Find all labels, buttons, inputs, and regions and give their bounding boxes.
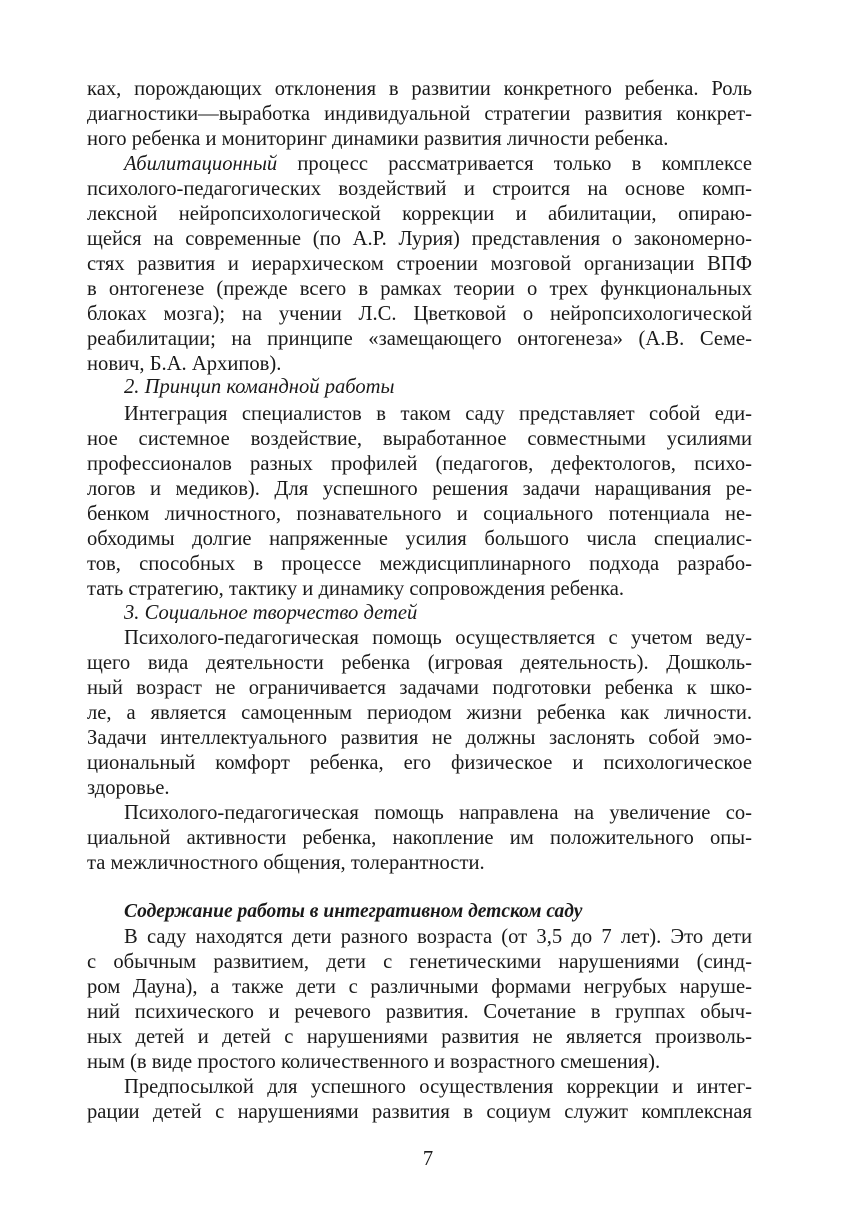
italic-term: Абилитационный	[124, 153, 278, 175]
text-line: психолого-педагогических воздействий и строится на основе комп-	[87, 178, 752, 200]
text-line: Интеграция специалистов в таком саду представляет собой еди-	[124, 403, 752, 425]
text-line: реабилитации; на принципе «замещающего онтогенеза» (А.В. Семе-	[87, 328, 752, 350]
text-line: здоровье.	[87, 777, 170, 799]
text-line: логов и медиков). Для успешного решения задачи наращивания ре-	[87, 478, 752, 500]
page-number: 7	[422, 1148, 434, 1170]
text-line: ным (в виде простого количественного и возрастного смешения).	[87, 1051, 661, 1073]
text-line: блоках мозга); на учении Л.С. Цветковой о нейропсихологической	[87, 303, 752, 325]
text-line: тать стратегию, тактику и динамику сопровождения ребенка.	[87, 578, 625, 600]
text-line: та межличностного общения, толерантности.	[87, 852, 485, 874]
text-line: ного ребенка и мониторинг динамики развития личности ребенка.	[87, 128, 669, 150]
text-line: ное системное воздействие, выработанное совместными усилиями	[87, 428, 752, 450]
text-line	[124, 151, 752, 177]
text-line: лексной нейропсихологической коррекции и абилитации, опираю-	[87, 203, 752, 225]
text-line: профессионалов разных профилей (педагогов, дефектологов, психо-	[87, 453, 752, 475]
text-line: диагностики—выработка индивидуальной стратегии развития конкрет-	[87, 103, 752, 125]
text-line: тов, способных в процессе междисциплинарного подхода разрабо-	[87, 553, 752, 575]
text-line: Психолого-педагогическая помощь направлена на увеличение со-	[124, 802, 752, 824]
text-line: стях развития и иерархическом строении мозговой организации ВПФ	[87, 253, 752, 275]
text-line: в онтогенезе (прежде всего в рамках теории о трех функциональных	[87, 278, 752, 300]
text-line: щего вида деятельности ребенка (игровая деятельность). Дошколь-	[87, 652, 752, 674]
text-line: рации детей с нарушениями развития в социум служит комплексная	[87, 1101, 752, 1123]
text-line: нович, Б.А. Архипов).	[87, 353, 282, 375]
text-line: ных детей и детей с нарушениями развития не является произволь-	[87, 1026, 752, 1048]
text-line: с обычным развитием, дети с генетическими нарушениями (синд-	[87, 951, 752, 973]
text-line: щейся на современные (по А.Р. Лурия) представления о закономерно-	[87, 228, 752, 250]
text-line: циональный комфорт ребенка, его физическое и психологическое	[87, 752, 752, 774]
text-line: Психолого-педагогическая помощь осуществляется с учетом веду-	[124, 627, 752, 649]
text-line: ний психического и речевого развития. Сочетание в группах обыч-	[87, 1001, 752, 1023]
subsection-title: 2. Принцип командной работы	[124, 376, 395, 398]
text-line: ный возраст не ограничивается задачами подготовки ребенка к шко-	[87, 677, 752, 699]
text-line: ле, а является самоценным периодом жизни ребенка как личности.	[87, 702, 752, 724]
text-line: Предпосылкой для успешного осуществления коррекции и интег-	[124, 1076, 752, 1098]
text-line: бенком личностного, познавательного и социального потенциала не-	[87, 503, 752, 525]
text-line: Задачи интеллектуального развития не должны заслонять собой эмо-	[87, 727, 752, 749]
text-line: обходимы долгие напряженные усилия большого числа специалис-	[87, 528, 752, 550]
text-fragment: процесс рассматривается только в комплексе	[277, 153, 752, 175]
section-heading: Содержание работы в интегративном детском саду	[124, 901, 583, 922]
text-line: ром Дауна), а также дети с различными формами негрубых наруше-	[87, 976, 752, 998]
text-line: циальной активности ребенка, накопление им положительного опы-	[87, 827, 752, 849]
text-line: В саду находятся дети разного возраста (от 3,5 до 7 лет). Это дети	[124, 926, 752, 948]
text-line: ках, порождающих отклонения в развитии конкретного ребенка. Роль	[87, 78, 752, 100]
subsection-title: 3. Социальное творчество детей	[124, 602, 418, 624]
